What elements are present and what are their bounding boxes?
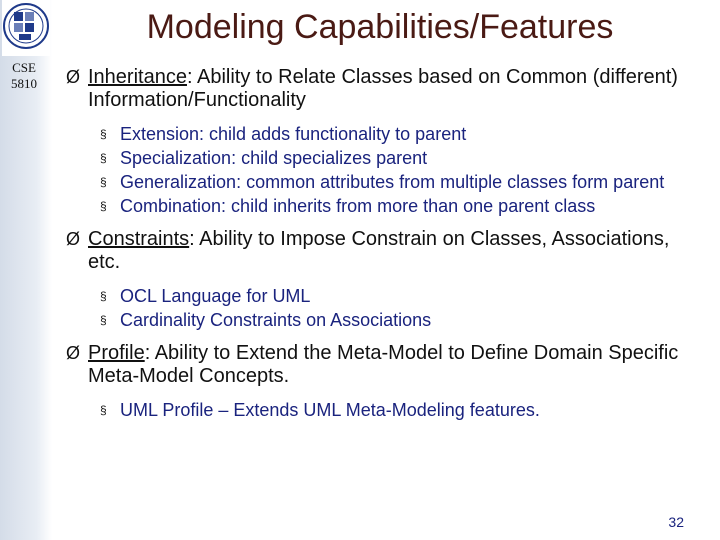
bullet-text: : Ability to Extend the Meta-Model to Define Domain Specific Meta-Model Concepts.	[88, 342, 679, 387]
course-code	[4, 60, 44, 92]
sub-bullet: § Cardinality Constraints on Associations	[100, 310, 432, 330]
square-bullet-icon: §	[100, 289, 107, 303]
arrow-bullet-icon: Ø	[66, 67, 81, 87]
bullet-term: Inheritance	[88, 66, 187, 88]
sub-bullets-constraints	[66, 284, 706, 332]
sub-bullets-profile	[66, 398, 706, 422]
bullet-constraints	[66, 228, 706, 274]
bullet-term: Profile	[88, 342, 145, 364]
page-number: 32	[668, 514, 684, 530]
course-code-line1: CSE	[12, 60, 36, 75]
bullet-text: : Ability to Impose Constrain on Classes, Associations, etc.	[88, 228, 670, 273]
bullet-term: Constraints	[88, 228, 190, 250]
university-logo	[2, 0, 50, 56]
square-bullet-icon: §	[100, 151, 107, 165]
slide-title: Modeling Capabilities/Features	[146, 8, 614, 46]
square-bullet-icon: §	[100, 403, 107, 417]
sub-bullet: § Generalization: common attributes from multiple classes form parent	[100, 172, 665, 192]
square-bullet-icon: §	[100, 199, 107, 213]
sub-bullet: § Extension: child adds functionality to parent	[100, 124, 467, 144]
square-bullet-icon: §	[100, 127, 107, 141]
sub-bullet: § UML Profile – Extends UML Meta-Modeling features.	[100, 400, 540, 420]
arrow-bullet-icon: Ø	[66, 229, 81, 249]
arrow-bullet-icon: Ø	[66, 343, 81, 363]
sub-bullet: § OCL Language for UML	[100, 286, 311, 306]
bullet-text: : Ability to Relate Classes based on Common (different) Information/Functionality	[88, 66, 678, 111]
sub-bullets-inheritance	[66, 122, 706, 218]
square-bullet-icon: §	[100, 175, 107, 189]
bullet-profile	[66, 342, 706, 388]
slide-content	[66, 66, 706, 432]
course-code-line2: 5810	[11, 76, 37, 91]
bullet-inheritance	[66, 66, 706, 112]
sub-bullet: § Specialization: child specializes parent	[100, 148, 428, 168]
sub-bullet: § Combination: child inherits from more than one parent class	[100, 196, 596, 216]
square-bullet-icon: §	[100, 313, 107, 327]
